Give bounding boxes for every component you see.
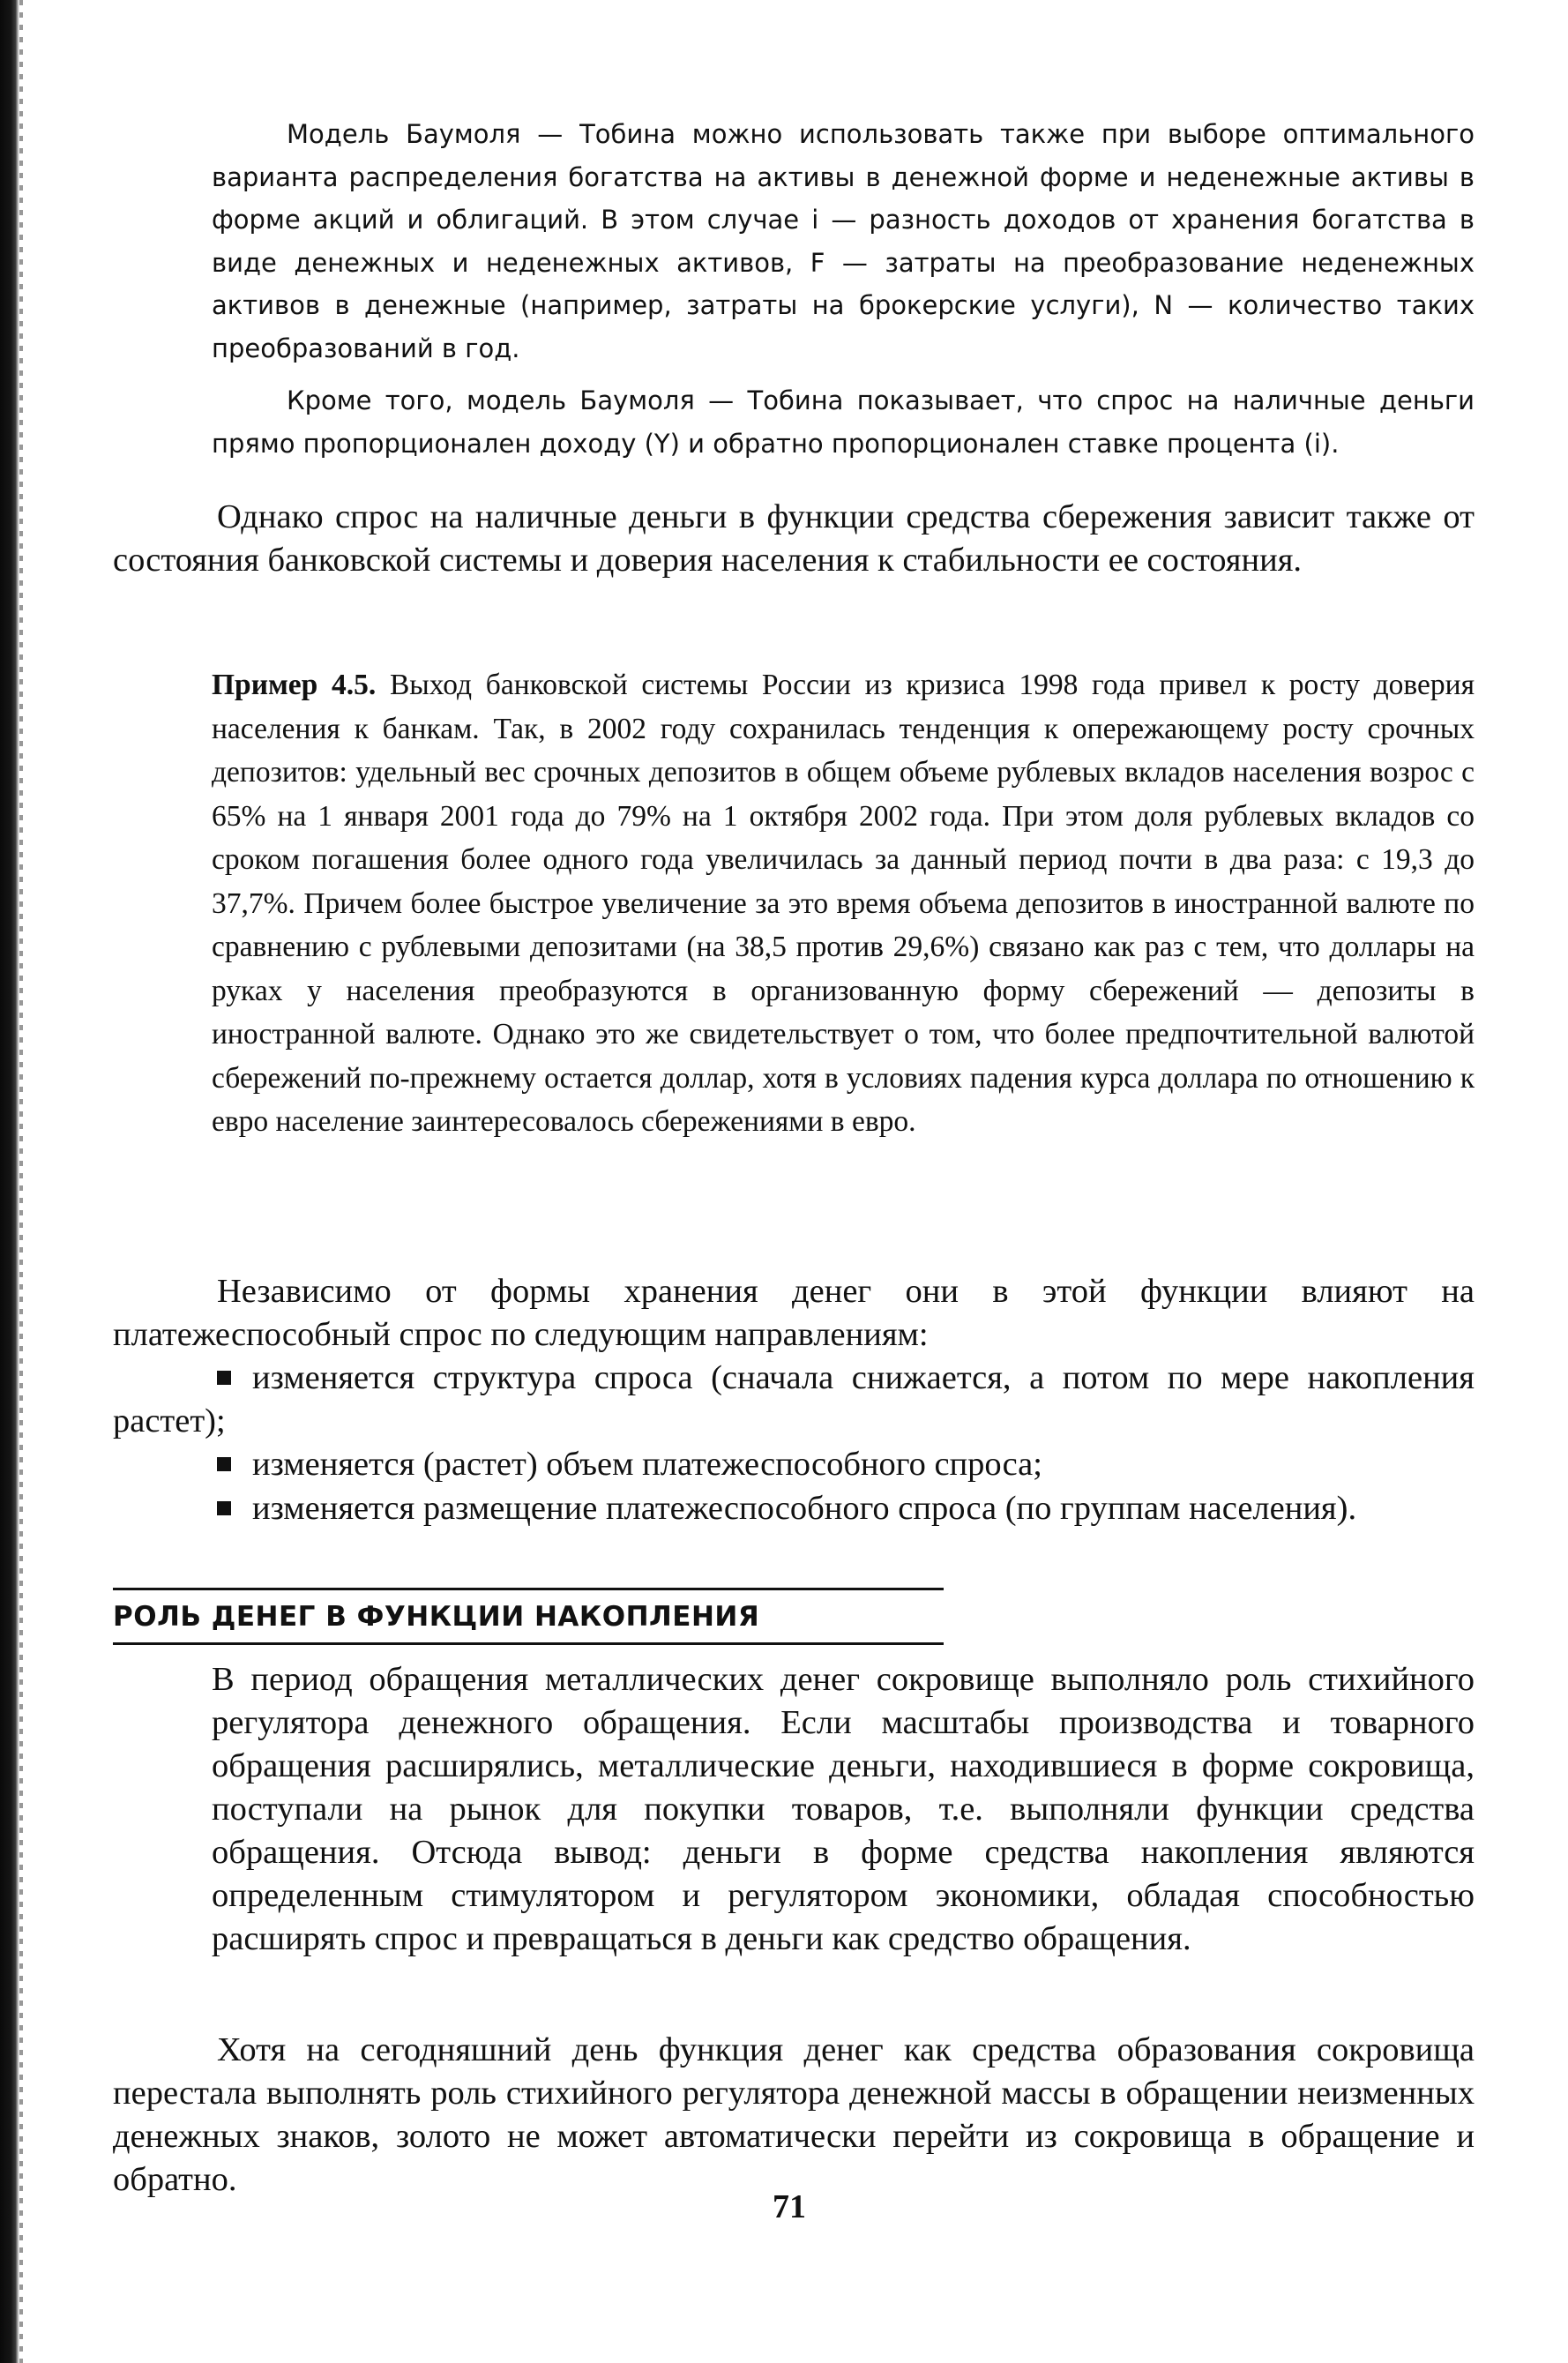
page-number: 71 [773,2188,806,2225]
baumol-paragraph-1: Модель Баумоля — Тобина можно использовать также при выборе оптимального варианта распределения богатства на активы в денежной форме и неденежные активы в форме акций и облигаций. В этом случае i — разность доходов от хранения богатства в виде денежных и неденежных активов, F — затраты на преобразование неденежных активов в денежные (например, затраты на брокерские услуги), N — количество таких преобразований в год. [212,119,1475,363]
section-rule-top [113,1588,944,1590]
hoard-paragraph-2: Хотя на сегодняшний день функция денег как средства образования сокровища перестала выполнять роль стихийного регулятора денежной массы в обращении неизменных денежных знаков, золото не может автоматически перейти из сокровища в обращение и обратно. [113,2031,1475,2198]
savings-demand-paragraph: Однако спрос на наличные деньги в функции средства сбережения зависит также от состояния банковской системы и доверия населения к стабильности ее состояния. [113,498,1475,579]
baumol-paragraph-2: Кроме того, модель Баумоля — Тобина показывает, что спрос на наличные деньги прямо пропорционален доходу (Y) и обратно пропорционален ставке процента (i). [212,385,1475,459]
square-bullet-icon [217,1371,231,1385]
section-rule-bottom [113,1642,944,1645]
example-text: Выход банковской системы России из кризиса 1998 года привел к росту доверия населения к банкам. Так, в 2002 году сохранилась тенденция к опережающему росту срочных депозитов: удельный вес срочных депозитов в общем объеме рублевых вкладов населения возрос с 65% на 1 января 2001 года до 79% на 1 октября 2002 года. При этом доля рублевых вкладов со сроком погашения более одного года увеличилась за данный период почти в два раза: с 19,3 до 37,7%. Причем более быстрое увеличение за это время объема депозитов в иностранной валюте по сравнению с рублевыми депозитами (на 38,5 против 29,6%) связано как раз с тем, что доллары на руках у населения преобразуются в организованную форму сбережений — депозиты в иностранной валюте. Однако это же свидетельствует о том, что более предпочтительной валютой сбережений по-прежнему остается доллар, хотя в условиях падения курса доллара по отношению к евро население заинтересовалось сбережениями в евро. [212,669,1475,1138]
demand-directions-paragraph: Независимо от формы хранения денег они в этой функции влияют на платежеспособный спрос по следующим направлениям: [113,1273,1475,1353]
square-bullet-icon [217,1457,231,1471]
list-item: изменяется размещение платежеспособного спроса (по группам населения). [113,1487,1475,1530]
section-heading: РОЛЬ ДЕНЕГ В ФУНКЦИИ НАКОПЛЕНИЯ [113,1601,760,1633]
example-4-5 [212,663,1475,1144]
hoard-paragraph-1: В период обращения металлических денег сокровище выполняло роль стихийного регулятора денежного обращения. Если масштабы производства и товарного обращения расширялись, металлические деньги, находившиеся в форме сокровища, поступали на рынок для покупки товаров, т.е. выполняли функции средства обращения. Отсюда вывод: деньги в форме средства накопления являются определенным стимулятором и регулятором экономики, обладая способностью расширять спрос и превращаться в деньги как средство обращения. [212,1661,1475,1957]
square-bullet-icon [217,1501,231,1515]
list-item: изменяется (растет) объем платежеспособного спроса; [113,1443,1475,1486]
list-item: изменяется структура спроса (сначала снижается, а потом по мере накопления растет); [113,1359,1475,1439]
baumol-tobin-note [212,113,1475,370]
example-label: Пример 4.5. [212,669,377,701]
